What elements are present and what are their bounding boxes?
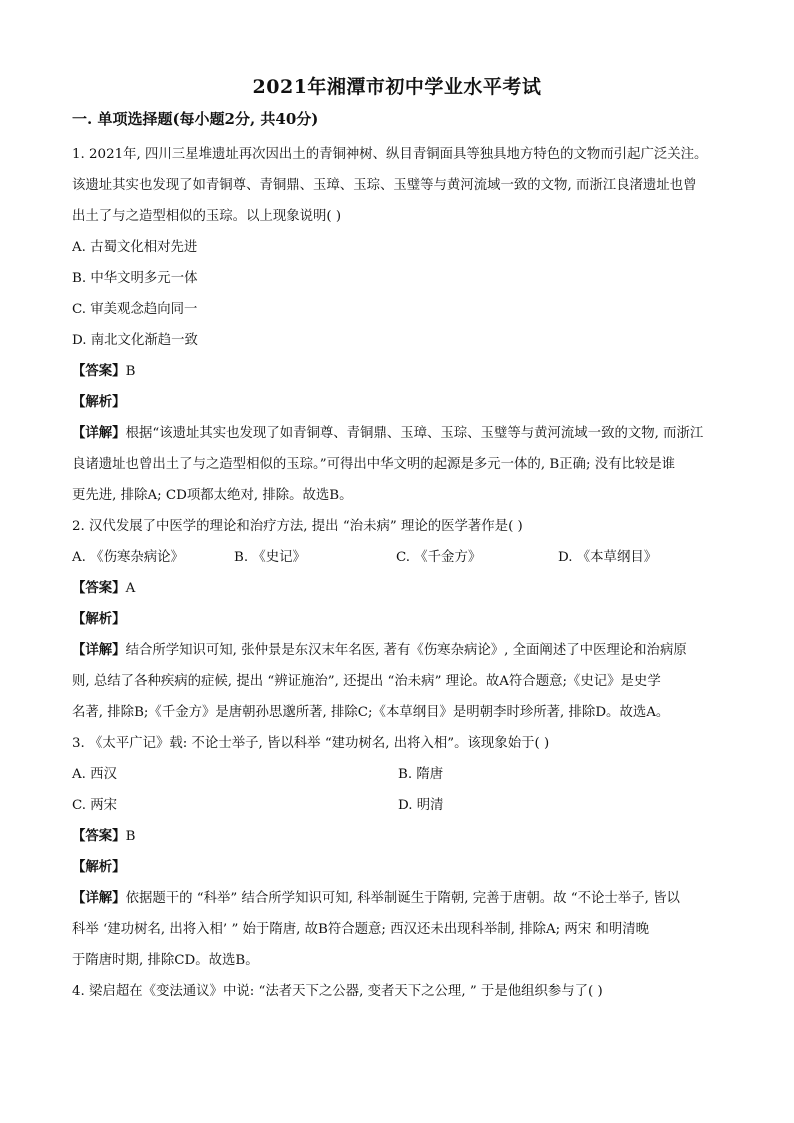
- answer-label: 【答案】: [72, 829, 126, 844]
- option-d: D. 南北文化渐趋一致: [72, 333, 198, 348]
- question-2: [72, 511, 726, 728]
- option-d: D. 《本草纲目》: [558, 550, 658, 565]
- answer-label: 【答案】: [72, 581, 126, 596]
- detail-line: 更先进, 排除A; CD项都太绝对, 排除。故选B。: [72, 488, 353, 503]
- answer-row: [72, 573, 726, 604]
- option-b: B. 隋唐: [398, 767, 444, 782]
- question-list: [72, 139, 726, 1007]
- detail-line: 于隋唐时期, 排除CD。故选B。: [72, 953, 259, 968]
- options-row: [72, 790, 726, 821]
- question-stem-line: 出土了与之造型相似的玉琮。以上现象说明( ): [72, 209, 342, 224]
- answer-value: B: [125, 829, 136, 844]
- question-3: [72, 728, 726, 976]
- page-title: 2021年湘潭市初中学业水平考试: [252, 76, 542, 98]
- option-a: A. 西汉: [72, 767, 117, 782]
- question-stem-line: 2. 汉代发展了中医学的理论和治疗方法, 提出 “治未病” 理论的医学著作是( ): [72, 519, 523, 534]
- question-stem-line: 3. 《太平广记》载: 不论士举子, 皆以科举 “建功树名, 出将入相”。该现象始于( ): [72, 736, 550, 751]
- analysis-row: [72, 387, 726, 418]
- detail-line: [72, 883, 726, 914]
- detail-line: [72, 635, 726, 666]
- option-c: C. 《千金方》: [396, 550, 482, 565]
- detail-line: [72, 418, 726, 449]
- option-b: B. 《史记》: [234, 550, 306, 565]
- analysis-row: [72, 604, 726, 635]
- question-stem-line: 该遗址其实也发现了如青铜尊、青铜鼎、玉璋、玉琮、玉璧等与黄河流域一致的文物, 而浙江良渚遗址也曾: [72, 178, 697, 193]
- detail-label: 【详解】: [72, 891, 126, 906]
- answer-row: [72, 356, 726, 387]
- detail-line: 良诸遗址也曾出土了与之造型相似的玉琮。”可得出中华文明的起源是多元一体的, B正确; 没有比较是谁: [72, 457, 676, 472]
- analysis-label: 【解析】: [72, 860, 126, 875]
- answer-label: 【答案】: [72, 364, 126, 379]
- option-b: B. 中华文明多元一体: [72, 271, 198, 286]
- detail-text: 根据“该遗址其实也发现了如青铜尊、青铜鼎、玉璋、玉琮、玉璧等与黄河流域一致的文物, 而浙江: [125, 426, 704, 441]
- question-4: [72, 976, 726, 1007]
- question-1: [72, 139, 726, 511]
- option-c: C. 两宋: [72, 798, 118, 813]
- detail-line: 名著, 排除B;《千金方》是唐朝孙思邈所著, 排除C;《本草纲目》是明朝李时珍所著, 排除D。故选A。: [72, 705, 670, 720]
- detail-label: 【详解】: [72, 426, 126, 441]
- analysis-label: 【解析】: [72, 612, 126, 627]
- options-row: [72, 542, 726, 573]
- analysis-label: 【解析】: [72, 395, 126, 410]
- answer-row: [72, 821, 726, 852]
- question-stem-line: 1. 2021年, 四川三星堆遗址再次因出土的青铜神树、纵目青铜面具等独具地方特色的文物而引起广泛关注。: [72, 147, 708, 162]
- option-a: A. 古蜀文化相对先进: [72, 240, 198, 255]
- options-row: [72, 759, 726, 790]
- section-heading: 一. 单项选择题(每小题2分, 共40分): [72, 110, 319, 128]
- detail-line: 则, 总结了各种疾病的症候, 提出 “辨证施治”, 还提出 “治未病” 理论。故A符合题意;《史记》是史学: [72, 674, 661, 689]
- detail-line: 科举 ‘建功树名, 出将入相’ ” 始于隋唐, 故B符合题意; 西汉还未出现科举制, 排除A; 两宋 和明清晚: [72, 922, 650, 937]
- answer-value: B: [125, 364, 136, 379]
- option-d: D. 明清: [398, 798, 444, 813]
- detail-text: 依据题干的 “科举” 结合所学知识可知, 科举制诞生于隋朝, 完善于唐朝。故 “不论士举子, 皆以: [125, 891, 680, 906]
- option-a: A. 《伤寒杂病论》: [72, 550, 184, 565]
- detail-text: 结合所学知识可知, 张仲景是东汉末年名医, 著有《伤寒杂病论》, 全面阐述了中医理论和治病原: [125, 643, 687, 658]
- detail-label: 【详解】: [72, 643, 126, 658]
- question-stem-line: 4. 梁启超在《变法通议》中说: “法者天下之公器, 变者天下之公理, ” 于是他组织参与了( ): [72, 984, 603, 999]
- answer-value: A: [125, 581, 136, 596]
- option-c: C. 审美观念趋向同一: [72, 302, 198, 317]
- analysis-row: [72, 852, 726, 883]
